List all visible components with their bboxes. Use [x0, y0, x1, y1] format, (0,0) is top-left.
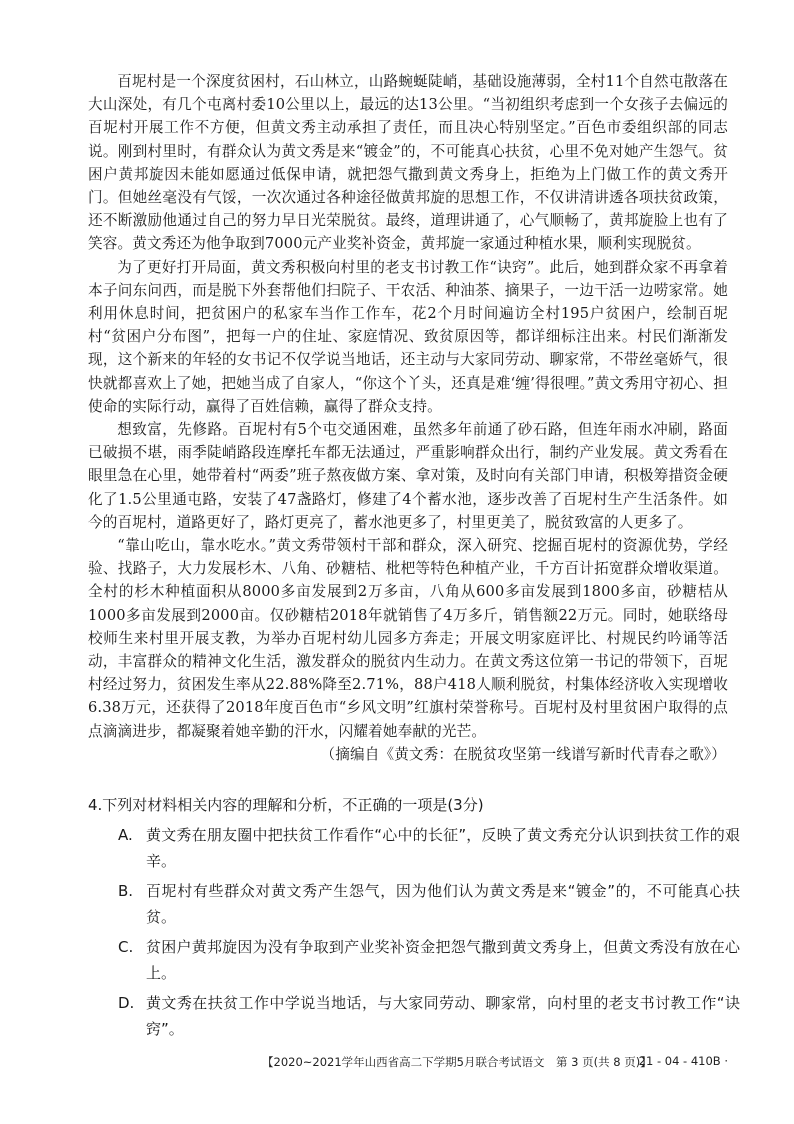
- option-letter: B.: [118, 882, 134, 900]
- option-text: 百坭村有些群众对黄文秀产生怨气，因为他们认为黄文秀是来“镀金”的，不可能真心扶贫。: [146, 882, 740, 926]
- option-d: [88, 990, 740, 1042]
- reading-passage: [88, 70, 728, 766]
- question-4: [88, 792, 740, 1042]
- option-b: [88, 878, 740, 930]
- option-letter: A.: [118, 826, 133, 844]
- passage-source: （摘编自《黄文秀：在脱贫攻坚第一线谱写新时代青春之歌》）: [320, 745, 726, 763]
- passage-paragraph: “靠山吃山，靠水吃水。”黄文秀带领村干部和群众，深入研究、挖掘百坭村的资源优势，学经验、找路子，大力发展杉木、八角、砂糖桔、枇杷等特色种植产业，千方百计拓宽群众增收渠道。全村的杉木种植面积从8000多亩发展到2万多亩，八角从600多亩发展到1800多亩，砂糖桔从1000多亩发展到2000亩。仅砂糖桔2018年就销售了4万多斤，销售额22万元。同时，她联络母校师生来村里开展支教，为举办百坭村幼儿园多方奔走；开展文明家庭评比、村规民约吟诵等活动，丰富群众的精神文化生活，激发群众的脱贫内生动力。在黄文秀这位第一书记的带领下，百坭村经过努力，贫困发生率从22.88%降至2.71%，88户418人顺利脱贫，村集体经济收入实现增收6.38万元，还获得了2018年度百色市“乡风文明”红旗村荣誉称号。百坭村及村里贫困户取得的点点滴滴进步，都凝聚着她辛勤的汗水，闪耀着她奉献的光芒。: [88, 537, 728, 740]
- paper-code: · 21 - 04 - 410B ·: [631, 1054, 728, 1068]
- question-stem: 4.下列对材料相关内容的理解和分析，不正确的一项是(3分): [88, 796, 484, 814]
- option-c: [88, 934, 740, 986]
- option-text: 黄文秀在朋友圈中把扶贫工作看作“心中的长征”，反映了黄文秀充分认识到扶贫工作的艰辛。: [146, 826, 740, 870]
- passage-paragraph: 为了更好打开局面，黄文秀积极向村里的老支书讨教工作“诀窍”。此后，她到群众家不再拿着本子问东问西，而是脱下外套帮他们扫院子、干农活、种油茶、摘果子，一边干活一边唠家常。她利用休息时间，把贫困户的私家车当作工作车，花2个月时间遍访全村195户贫困户，绘制百坭村“贫困户分布图”，把每一户的住址、家庭情况、致贫原因等，都详细标注出来。村民们渐渐发现，这个新来的年轻的女书记不仅学说当地话，还主动与大家同劳动、聊家常，不带丝毫娇气，很快就都喜欢上了她，把她当成了自家人，“你这个丫头，还真是难‘缠’得很哩。”黄文秀用守初心、担使命的实际行动，赢得了百姓信赖，赢得了群众支持。: [88, 258, 728, 415]
- option-letter: D.: [118, 994, 135, 1012]
- option-letter: C.: [118, 938, 134, 956]
- passage-paragraph: 百坭村是一个深度贫困村，石山林立，山路蜿蜒陡峭，基础设施薄弱，全村11个自然屯散落在大山深处，有几个屯离村委10公里以上，最远的达13公里。“当初组织考虑到一个女孩子去偏远的百坭村开展工作不方便，但黄文秀主动承担了责任，而且决心特别坚定。”百色市委组织部的同志说。刚到村里时，有群众认为黄文秀是来“镀金”的，不可能真心扶贫，心里不免对她产生怨气。贫困户黄邦旋因未能如愿通过低保申请，就把怨气撒到黄文秀身上，拒绝为上门做工作的黄文秀开门。但她丝毫没有气馁，一次次通过各种途径做黄邦旋的思想工作，不仅讲清讲透各项扶贫政策，还不断激励他通过自己的努力早日光荣脱贫。最终，道理讲通了，心气顺畅了，黄邦旋脸上也有了笑容。黄文秀还为他争取到7000元产业奖补资金，黄邦旋一家通过种植水果，顺利实现脱贫。: [88, 73, 728, 253]
- exam-info: 【2020~2021学年山西省高二下学期5月联合考试语文 第 3 页(共 8 页)】: [262, 1055, 652, 1069]
- option-text: 黄文秀在扶贫工作中学说当地话，与大家同劳动、聊家常，向村里的老支书讨教工作“诀窍”。: [146, 994, 740, 1038]
- option-text: 贫困户黄邦旋因为没有争取到产业奖补资金把怨气撒到黄文秀身上，但黄文秀没有放在心上。: [146, 938, 740, 982]
- passage-paragraph: 想致富，先修路。百坭村有5个屯交通困难，虽然多年前通了砂石路，但连年雨水冲刷，路面已破损不堪，雨季陡峭路段连摩托车都无法通过，严重影响群众出行，制约产业发展。黄文秀看在眼里急在心里，她带着村“两委”班子熬夜做方案、拿对策，及时向有关部门申请，积极筹措资金硬化了1.5公里通屯路，安装了47盏路灯，修建了4个蓄水池，逐步改善了百坭村生产生活条件。如今的百坭村，道路更好了，路灯更亮了，蓄水池更多了，村里更美了，脱贫致富的人更多了。: [88, 421, 728, 531]
- option-a: [88, 822, 740, 874]
